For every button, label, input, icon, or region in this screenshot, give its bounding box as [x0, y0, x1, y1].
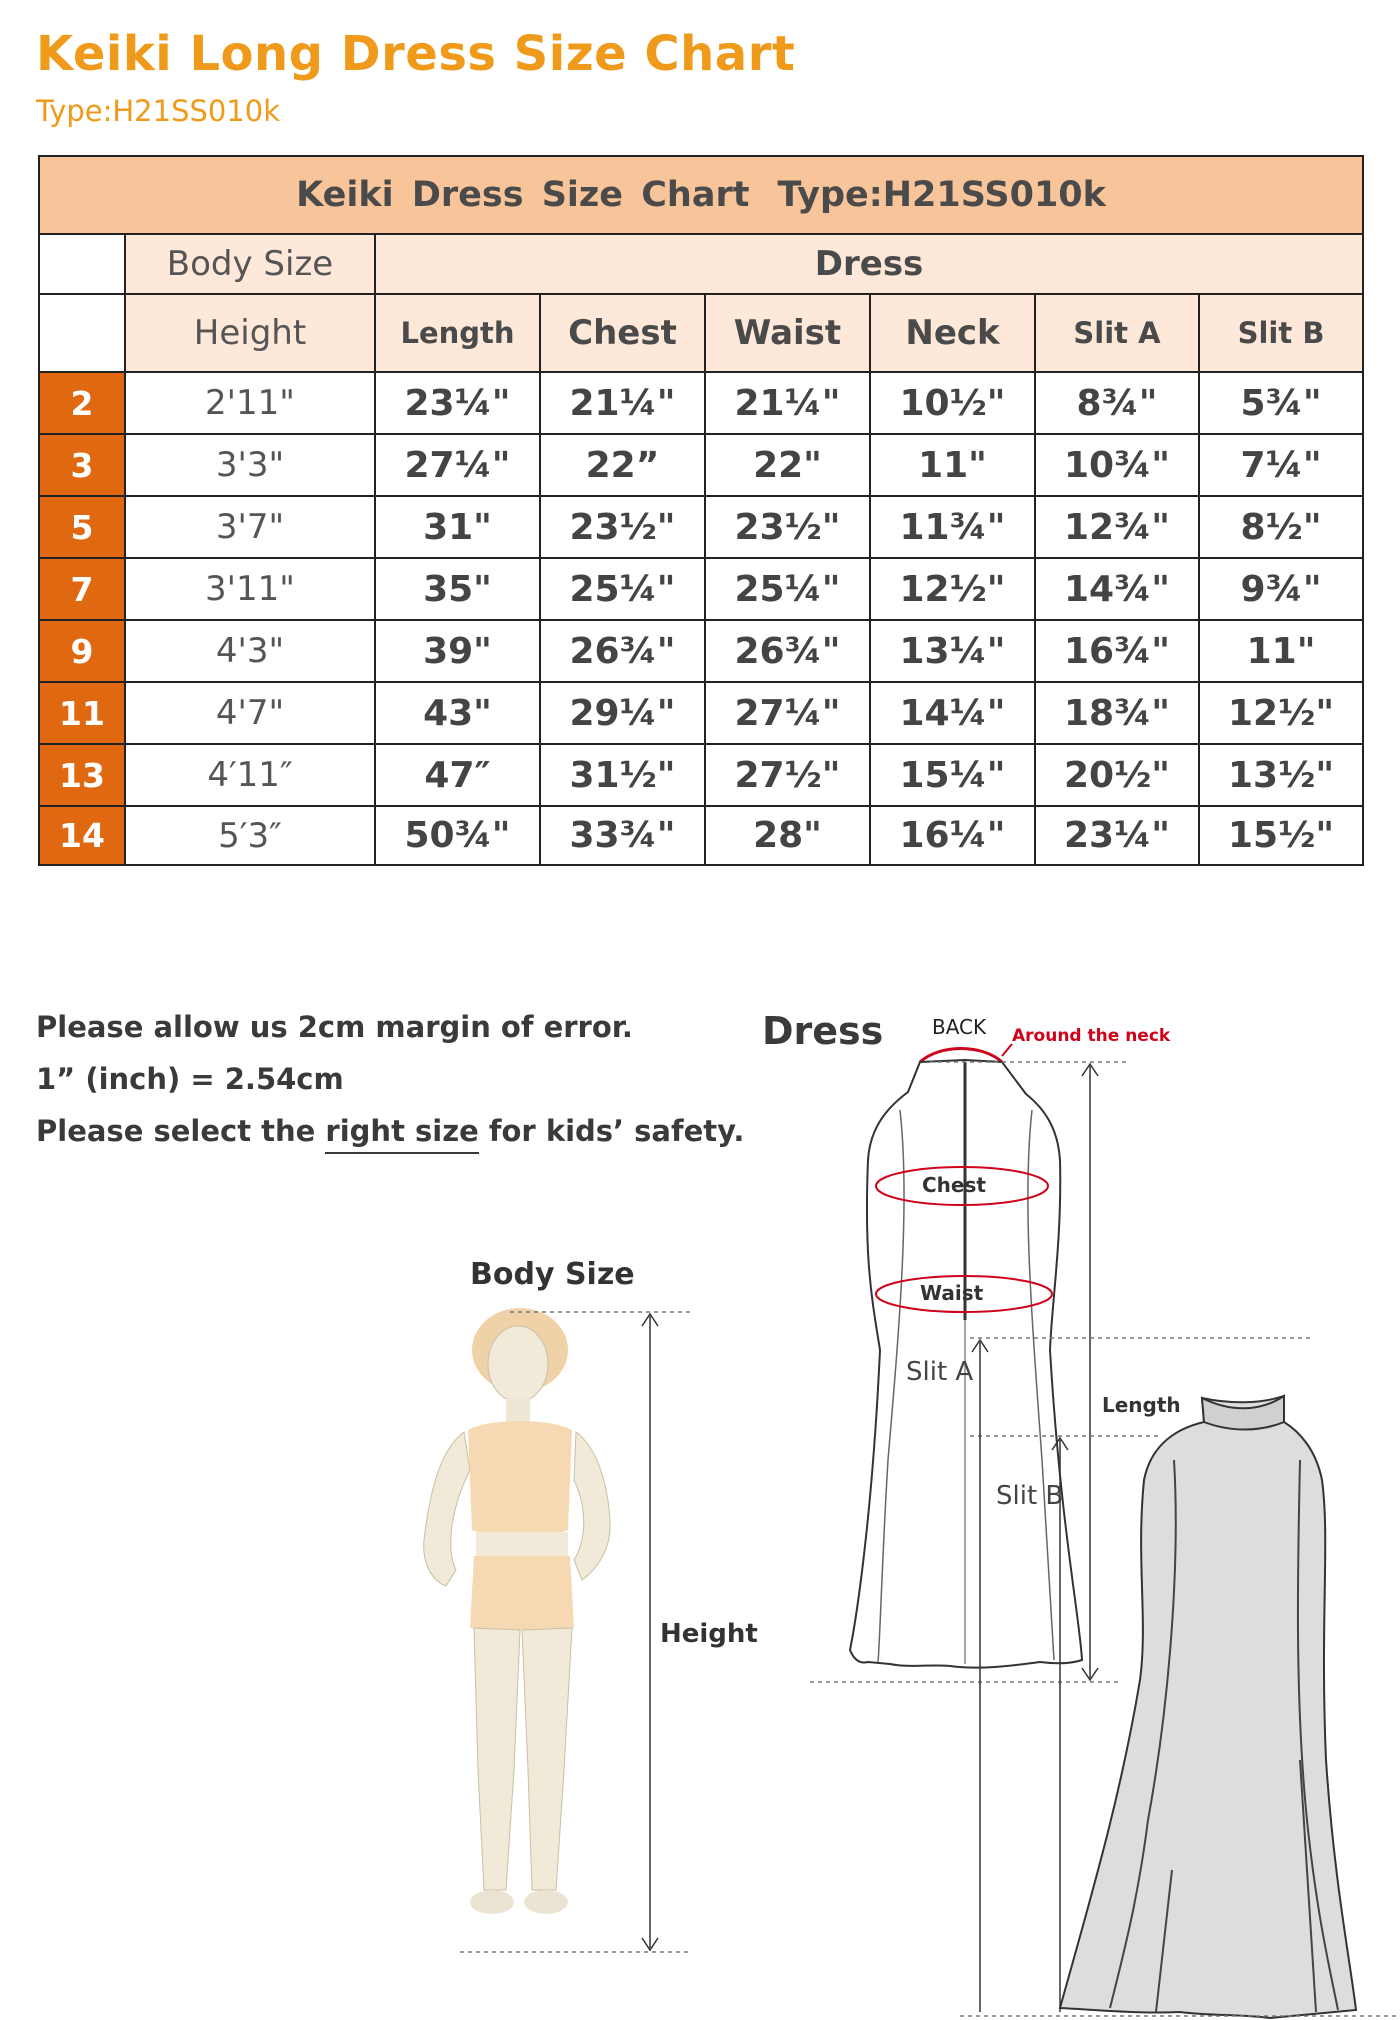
- group-header-dress: Dress: [375, 234, 1363, 294]
- note-select-prefix: Please select the: [36, 1114, 326, 1148]
- size-label-cell: 3: [39, 434, 125, 496]
- note-margin: Please allow us 2cm margin of error.: [36, 1010, 633, 1044]
- neck-cell: 13¼": [870, 620, 1035, 682]
- neck-cell: 11¾": [870, 496, 1035, 558]
- neck-cell: 12½": [870, 558, 1035, 620]
- waist-cell: 21¼": [705, 372, 870, 434]
- chest-cell: 29¼": [540, 682, 705, 744]
- height-cell: 4′11″: [125, 744, 375, 806]
- waist-cell: 25¼": [705, 558, 870, 620]
- column-header-slit-b: Slit B: [1199, 294, 1363, 372]
- neck-cell: 14¼": [870, 682, 1035, 744]
- slit-b-cell: 12½": [1199, 682, 1363, 744]
- note-right-size: right size: [325, 1114, 478, 1154]
- dress-diagram-title: Dress: [762, 1009, 884, 1053]
- body-size-title: Body Size: [470, 1257, 635, 1292]
- slit-b-cell: 11": [1199, 620, 1363, 682]
- length-cell: 50¾": [375, 806, 540, 865]
- column-header-slit-a: Slit A: [1035, 294, 1199, 372]
- size-label-cell: 9: [39, 620, 125, 682]
- length-cell: 27¼": [375, 434, 540, 496]
- table-caption-row: [39, 156, 1363, 234]
- chest-cell: 31½": [540, 744, 705, 806]
- waist-cell: 27½": [705, 744, 870, 806]
- slit-b-cell: 7¼": [1199, 434, 1363, 496]
- table-row: [39, 620, 1363, 682]
- height-cell: 2'11": [125, 372, 375, 434]
- table-row: [39, 434, 1363, 496]
- slit-b-cell: 13½": [1199, 744, 1363, 806]
- slit-b-cell: 9¾": [1199, 558, 1363, 620]
- dress-diagram: [760, 1000, 1400, 2020]
- size-label-cell: 14: [39, 806, 125, 865]
- slit-a-cell: 16¾": [1035, 620, 1199, 682]
- size-label-cell: 2: [39, 372, 125, 434]
- column-header-chest: Chest: [540, 294, 705, 372]
- neck-cell: 11": [870, 434, 1035, 496]
- slit-b-cell: 15½": [1199, 806, 1363, 865]
- height-cell: 3'7": [125, 496, 375, 558]
- slit-a-cell: 20½": [1035, 744, 1199, 806]
- size-label-cell: 11: [39, 682, 125, 744]
- table-caption: [39, 156, 1363, 234]
- height-cell: 3'3": [125, 434, 375, 496]
- table-row: [39, 682, 1363, 744]
- waist-cell: 23½": [705, 496, 870, 558]
- column-header-height: Height: [125, 294, 375, 372]
- column-header-length: Length: [375, 294, 540, 372]
- note-select-size: [36, 1114, 744, 1154]
- slit-a-cell: 23¼": [1035, 806, 1199, 865]
- slit-b-cell: 8½": [1199, 496, 1363, 558]
- slit-b-cell: 5¾": [1199, 372, 1363, 434]
- table-group-header-row: [39, 234, 1363, 294]
- slit-a-cell: 12¾": [1035, 496, 1199, 558]
- slit-a-cell: 8¾": [1035, 372, 1199, 434]
- chest-label: Chest: [922, 1173, 986, 1197]
- table-corner-cell: [39, 294, 125, 372]
- height-cell: 3'11": [125, 558, 375, 620]
- chest-cell: 23½": [540, 496, 705, 558]
- length-cell: 23¼": [375, 372, 540, 434]
- note-select-suffix: for kids’ safety.: [478, 1114, 745, 1148]
- slit-a-cell: 18¾": [1035, 682, 1199, 744]
- page-subtitle: Type:H21SS010k: [36, 94, 281, 128]
- column-header-waist: Waist: [705, 294, 870, 372]
- chest-cell: 21¼": [540, 372, 705, 434]
- body-size-diagram: [360, 1250, 760, 1990]
- waist-cell: 22": [705, 434, 870, 496]
- slit-a-cell: 14¾": [1035, 558, 1199, 620]
- neck-cell: 15¼": [870, 744, 1035, 806]
- table-caption-name: Keiki Dress Size Chart: [296, 175, 750, 215]
- back-label: BACK: [932, 1015, 987, 1039]
- size-label-cell: 7: [39, 558, 125, 620]
- chest-cell: 26¾": [540, 620, 705, 682]
- around-neck-pointer: [1002, 1044, 1012, 1056]
- column-header-neck: Neck: [870, 294, 1035, 372]
- chest-cell: 22”: [540, 434, 705, 496]
- page-title: Keiki Long Dress Size Chart: [36, 26, 796, 82]
- height-cell: 4'7": [125, 682, 375, 744]
- table-row: [39, 496, 1363, 558]
- waist-label: Waist: [920, 1281, 984, 1305]
- size-label-cell: 13: [39, 744, 125, 806]
- length-cell: 31": [375, 496, 540, 558]
- size-label-cell: 5: [39, 496, 125, 558]
- slit-b-label: Slit B: [996, 1481, 1064, 1511]
- length-label: Length: [1102, 1393, 1181, 1417]
- front-dress-outline: [1060, 1396, 1356, 2018]
- waist-cell: 28": [705, 806, 870, 865]
- around-neck-label: Around the neck: [1012, 1026, 1171, 1046]
- chest-cell: 33¾": [540, 806, 705, 865]
- table-row: [39, 806, 1363, 865]
- size-chart-table: [38, 155, 1364, 866]
- length-cell: 35": [375, 558, 540, 620]
- waist-cell: 26¾": [705, 620, 870, 682]
- chest-cell: 25¼": [540, 558, 705, 620]
- length-cell: 43": [375, 682, 540, 744]
- height-label: Height: [660, 1619, 758, 1649]
- length-cell: 47″: [375, 744, 540, 806]
- slit-a-cell: 10¾": [1035, 434, 1199, 496]
- length-cell: 39": [375, 620, 540, 682]
- height-cell: 5′3″: [125, 806, 375, 865]
- table-caption-type: Type:H21SS010k: [777, 175, 1106, 215]
- mannequin-figure: [424, 1308, 610, 1914]
- height-cell: 4'3": [125, 620, 375, 682]
- table-row: [39, 372, 1363, 434]
- note-inch: 1” (inch) = 2.54cm: [36, 1062, 344, 1096]
- slit-a-label: Slit A: [906, 1357, 974, 1387]
- neck-cell: 10½": [870, 372, 1035, 434]
- group-header-body-size: Body Size: [125, 234, 375, 294]
- table-row: [39, 744, 1363, 806]
- table-row: [39, 558, 1363, 620]
- table-corner-cell: [39, 234, 125, 294]
- table-column-header-row: [39, 294, 1363, 372]
- waist-cell: 27¼": [705, 682, 870, 744]
- neck-cell: 16¼": [870, 806, 1035, 865]
